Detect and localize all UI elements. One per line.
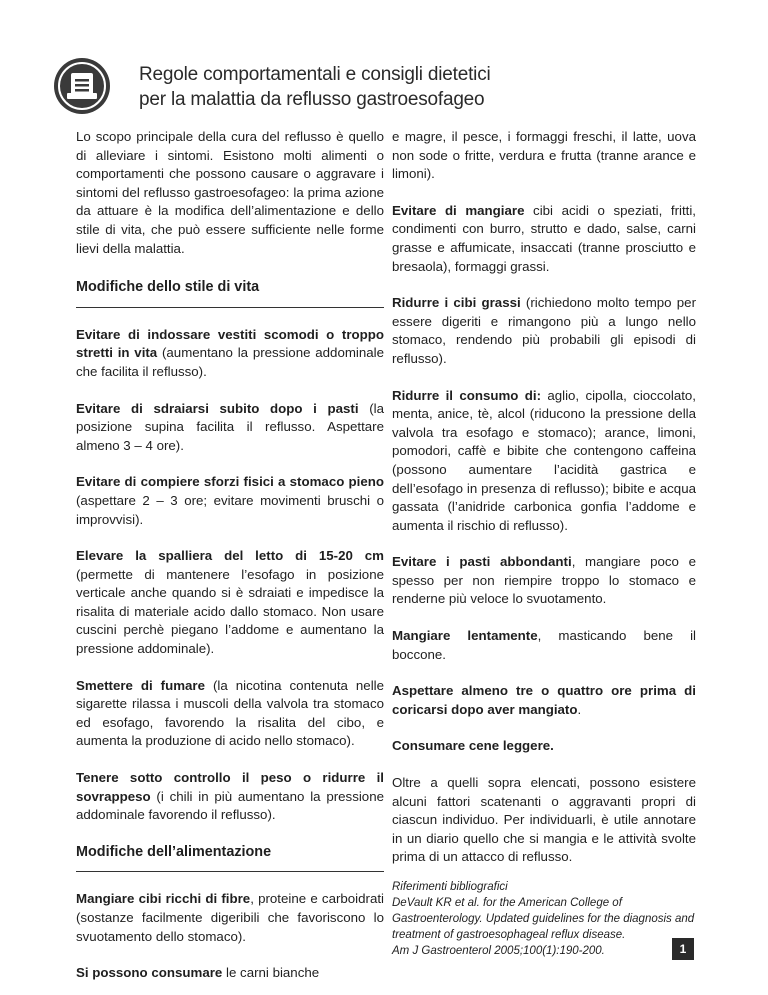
paragraph: Tenere sotto controllo il peso o ridurre il sovrappeso (i chili in più aumentano la pressione addominale favorendo il reflusso). [76,770,384,823]
title-line-1: Regole comportamentali e consigli dietetici [139,64,491,85]
paragraph: Oltre a quelli sopra elencati, possono esistere alcuni fattori scatenanti o aggravanti propri di ciascun individuo. Per individuarli, è utile annotare in un diario quello che si mangia e le attività svolte prima di un attacco di reflusso. [392,775,696,865]
page-number: 1 [672,938,694,960]
paragraph: Consumare cene leggere. [392,738,554,754]
left-column [76,128,384,995]
title-line-2: per la malattia da reflusso gastroesofageo [139,89,485,110]
paragraph: Evitare di compiere sforzi fisici a stomaco pieno (aspettare 2 – 3 ore; evitare movimenti bruschi o improvvisi). [76,474,384,527]
paragraph: Evitare di sdraiarsi subito dopo i pasti (la posizione supina facilita il reflusso. Aspettare almeno 3 – 4 ore). [76,400,384,453]
paragraph: Ridurre il consumo di: aglio, cipolla, cioccolato, menta, anice, tè, alcol (riducono la pressione della valvola tra esofago e stomaco); arance, limoni, pomodori, caffè e bibite che contengono caffeina (possono aumentare l’acidità gastrica e dell’esofago in presenza di reflusso); bibite e acqua gassata (l’anidride carbonica gonfia l’addome e aumenta il rischio di reflusso). [392,387,696,533]
paragraph: Evitare i pasti abbondanti, mangiare poco e spesso per non riempire troppo lo stomaco e renderne più veloce lo svuotamento. [392,554,696,607]
section-heading-lifestyle: Modifiche dello stile di vita [76,278,384,308]
paragraph: Smettere di fumare (la nicotina contenuta nelle sigarette rilassa i muscoli della valvola tra stomaco ed esofago, favorendo la risalita del cibo, e aumenta la produzione di acido nello stomaco). [76,677,385,749]
paragraph: Mangiare lentamente, masticando bene il boccone. [392,628,696,662]
paragraph: Si possono consumare le carni bianche [76,965,320,981]
paragraph: e magre, il pesce, i formaggi freschi, il latte, uova non sode o fritte, verdura e frutta (tranne arance e limoni). [392,129,696,182]
section-heading-diet: Modifiche dell’alimentazione [76,843,384,873]
page-title [139,62,491,112]
paragraph: Elevare la spalliera del letto di 15-20 cm (permette di mantenere l’esofago in posizione verticale anche quando si è sdraiati e impedisce la risalita di materiale acido dallo stomaco. Non usare cuscini perchè piegano l’addome e aumentano la pressione addominale). [76,548,384,657]
references-title: Riferimenti bibliografici [392,881,508,893]
paragraph: Evitare di mangiare cibi acidi o speziati, fritti, condimenti con burro, strutto e dado, salse, carni grasse e affumicate, insaccati (tranne prosciutto e bresaola), formaggi grassi. [392,202,696,274]
intro-paragraph: Lo scopo principale della cura del reflusso è quello di alleviare i sintomi. Esistono molti alimenti o comportamenti che possono causare o aggravare i sintomi del reflusso gastroesofageo: la prima azione da attuare è la modifica dell’alimentazione e dello stile di vita, che può essere sufficiente nelle forme lievi della malattia. [76,129,384,256]
document-icon [52,56,112,116]
reference-journal: Am J Gastroenterol 2005;100(1):190-200. [392,945,605,957]
paragraph: Aspettare almeno tre o quattro ore prima di coricarsi dopo aver mangiato. [392,683,696,717]
paragraph: Mangiare cibi ricchi di fibre, proteine e carboidrati (sostanze facilmente digeribili che favoriscono lo svuotamento dello stomaco). [76,891,385,944]
reference-citation: DeVault KR et al. for the American College of Gastroenterology. Updated guidelines for the diagnosis and treatment of gastroesophageal reflux disease. [392,897,695,941]
references [392,879,696,959]
paragraph: Ridurre i cibi grassi (richiedono molto tempo per essere digeriti e rimangono più a lungo nello stomaco, rendendo più probabili gli episodi di reflusso). [392,295,696,366]
right-column [392,128,696,959]
paragraph: Evitare di indossare vestiti scomodi o troppo stretti in vita (aumentano la pressione addominale che facilita il reflusso). [76,326,385,379]
